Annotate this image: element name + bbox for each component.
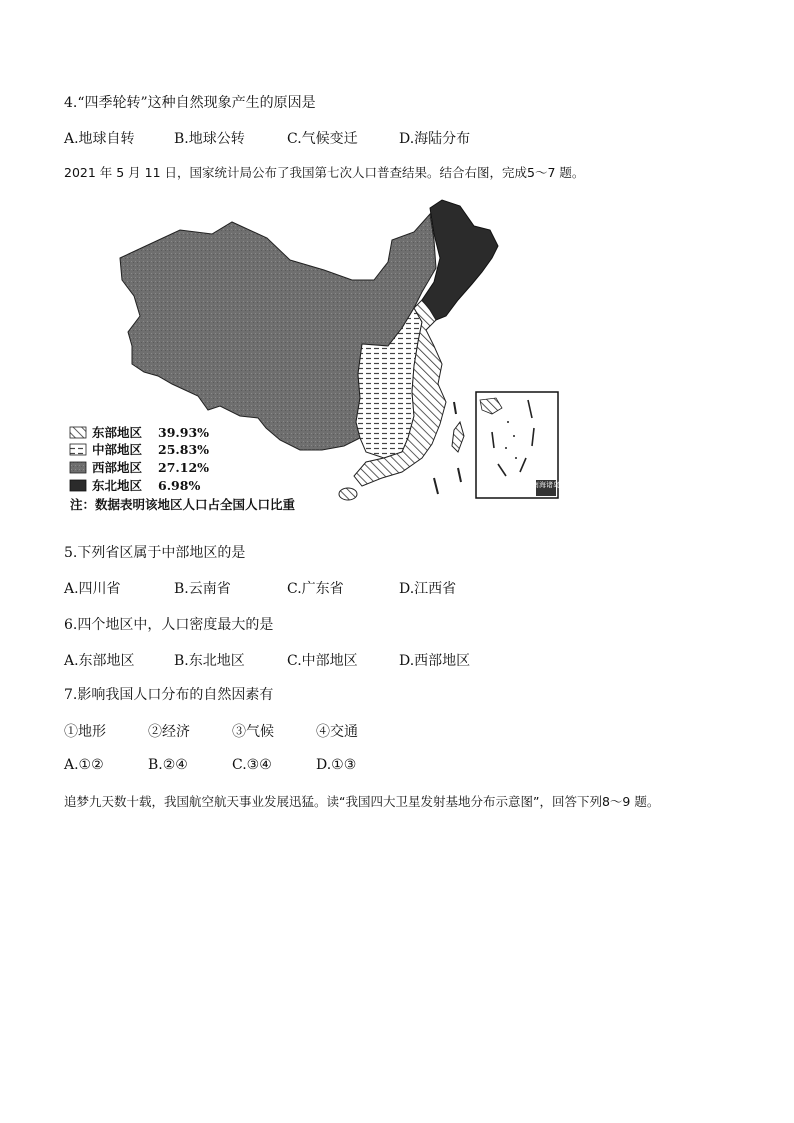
q7-option-d: D.①③ — [316, 757, 357, 773]
q5-option-a: A.四川省 — [64, 581, 121, 597]
question-5-stem: 5.下列省区属于中部地区的是 — [64, 545, 246, 561]
q5-option-b: B.云南省 — [174, 581, 231, 597]
q4-option-b: B.地球公转 — [174, 131, 245, 147]
population-distribution-map — [62, 196, 566, 514]
q5-option-c: C.广东省 — [287, 581, 344, 597]
legend-value-northeast: 6.98% — [158, 478, 201, 493]
hainan-island — [339, 488, 357, 500]
q7-option-a: A.①② — [64, 757, 104, 773]
q7-option-c: C.③④ — [232, 757, 272, 773]
inset-label: 南海诸岛 — [532, 481, 560, 489]
map-note: 注：数据表明该地区人口占全国人口比重 — [70, 497, 296, 512]
legend-value-west: 27.12% — [158, 460, 210, 475]
q7-factor-1: ①地形 — [64, 724, 106, 740]
q6-option-c: C.中部地区 — [287, 653, 358, 669]
intro-questions-8-9: 追梦九天数十载，我国航空航天事业发展迅猛。读“我国四大卫星发射基地分布示意图”，回答下列8～9 题。 — [64, 794, 660, 809]
taiwan-island — [452, 422, 464, 452]
q7-option-b: B.②④ — [148, 757, 188, 773]
q5-option-d: D.江西省 — [399, 581, 457, 597]
south-china-sea-inset — [476, 392, 560, 498]
legend-value-east: 39.93% — [158, 425, 210, 440]
question-7-stem: 7.影响我国人口分布的自然因素有 — [64, 687, 274, 703]
legend-value-central: 25.83% — [158, 442, 210, 457]
q6-option-a: A.东部地区 — [64, 653, 135, 669]
intro-questions-5-7: 2021 年 5 月 11 日，国家统计局公布了我国第七次人口普查结果。结合右图，完成5～7 题。 — [64, 165, 585, 180]
q6-option-b: B.东北地区 — [174, 653, 245, 669]
map-legend — [70, 425, 296, 512]
legend-label-east: 东部地区 — [92, 425, 143, 440]
q7-factor-2: ②经济 — [148, 724, 190, 740]
q4-option-a: A.地球自转 — [64, 131, 135, 147]
legend-label-west: 西部地区 — [92, 460, 143, 475]
q7-factor-4: ④交通 — [316, 724, 358, 740]
q6-option-d: D.西部地区 — [399, 653, 471, 669]
question-4-stem: 4.“四季轮转”这种自然现象产生的原因是 — [64, 95, 316, 111]
q4-option-d: D.海陆分布 — [399, 131, 471, 147]
legend-label-central: 中部地区 — [92, 442, 143, 457]
q4-option-c: C.气候变迁 — [287, 131, 358, 147]
question-6-stem: 6.四个地区中，人口密度最大的是 — [64, 617, 274, 633]
legend-label-northeast: 东北地区 — [92, 478, 143, 493]
q7-factor-3: ③气候 — [232, 724, 274, 740]
